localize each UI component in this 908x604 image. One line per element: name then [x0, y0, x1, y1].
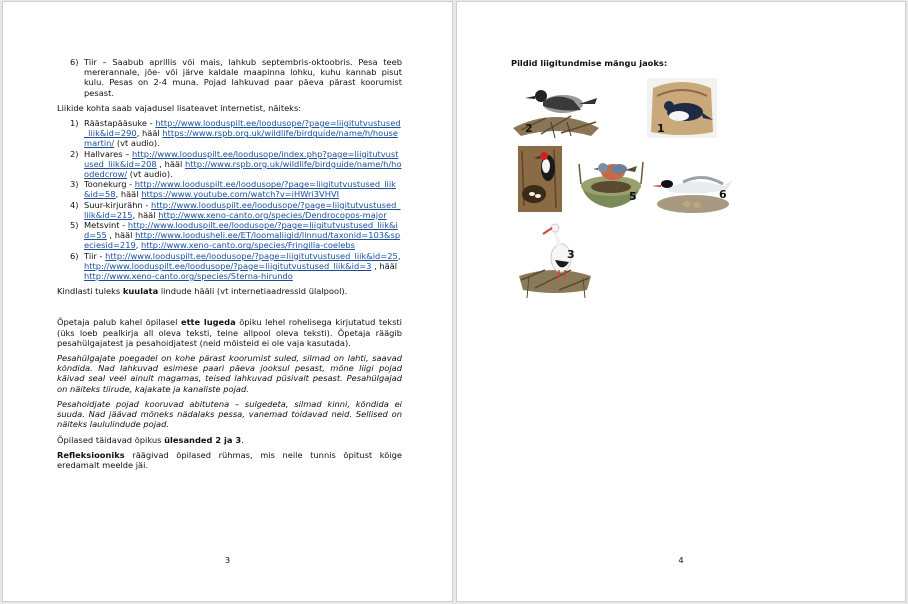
tail-text: (vt audio).	[114, 138, 160, 149]
list-number: 4)	[70, 199, 79, 210]
species-audio-link[interactable]: https://www.youtube.com/watch?v=iHWri3VHVI	[141, 189, 340, 200]
separator-text: , hääl	[115, 189, 142, 200]
list-item-species-6	[57, 251, 402, 282]
species-info-link[interactable]: http://www.looduspilt.ee/loodusope/?page=liigitutvustused_liik&id=25	[105, 250, 398, 261]
text: Õpetaja palub kahel õpilasel	[57, 317, 181, 328]
item-text: Tiir – Saabub aprillis või mais, lahkub septembris-oktoobris. Pesa teeb mererannale, jõe- või järve kaldale maapinna lohku, kuhu kannab pisut kulu. Pesas on 2-4 muna. Pojad lahkuvad paar päeva pärast koorumist pesast.	[84, 57, 402, 98]
bold-text: ette lugeda	[180, 317, 236, 328]
species-audio-link[interactable]: http://www.rspb.org.uk/wildlife/birdguide/name/h/hoodedcrow/	[84, 158, 402, 180]
separator-text: ,	[135, 240, 142, 251]
text: räägivad õpilased rühmas, mis neile tunnis õpitust kõige eredamalt meelde jäi.	[57, 449, 402, 470]
bold-text: ülesanded 2 ja 3	[164, 434, 242, 445]
separator-text: , hääl	[106, 230, 136, 241]
list-number: 2)	[70, 148, 79, 159]
separator-text: ,	[397, 250, 401, 261]
woodpecker-tree-image	[514, 146, 566, 212]
page-3-content	[57, 57, 402, 470]
species-audio-link[interactable]: http://www.looduspilt.ee/loodusope/?page=liigitutvustused_liik&id=3	[84, 260, 372, 271]
list-number: 3)	[70, 179, 79, 190]
species-audio-link[interactable]: http://www.xeno-canto.org/species/Sterna-hirundo	[84, 271, 293, 282]
text: lindude hääli (vt internetiaadressid ülalpool).	[158, 286, 348, 297]
page-number: 4	[678, 555, 684, 565]
page-3	[2, 1, 453, 602]
list-item-species-5	[57, 220, 402, 251]
text: Kindlasti tuleks	[57, 286, 123, 297]
species-name: Tiir -	[84, 250, 106, 261]
page-number: 3	[224, 555, 231, 565]
species-link-list	[57, 118, 402, 281]
text: õpiku lehel rohelisega kirjutatud teksti (üks loeb pealkirja all oleva teksti, teine allpool oleva teksti). Õpetaja räägib pesahülgajatest ja pesahoidjatest (neid mõisteid ei ole vaja kasutada).	[57, 317, 402, 348]
list-item-species-3	[57, 179, 402, 199]
separator-text: , hääl	[156, 158, 185, 169]
species-audio-link[interactable]: http://www.xeno-canto.org/species/Dendrocopos-major	[158, 209, 387, 220]
species-name: Hallvares –	[84, 148, 133, 159]
list-number: 5)	[70, 220, 79, 231]
tail-text: (vt audio).	[127, 169, 173, 180]
species-info-link[interactable]: http://www.looduspilt.ee/loodusope/?page=liigitutvustused_liik&id=290	[84, 118, 401, 139]
species-name: Toonekurg -	[84, 179, 135, 190]
intro-text: Liikide kohta saab vajadusel lisateavet internetist, näiteks:	[57, 102, 302, 113]
picture-label: 5	[629, 190, 637, 203]
text: Õpilased täidavad õpikus	[57, 434, 165, 445]
picture-label: 2	[525, 122, 533, 135]
picture-label: 1	[657, 122, 665, 135]
page-4	[456, 1, 906, 602]
species-info-link[interactable]: http://www.looduspilt.ee/loodusope/?page=liigitutvustused_liik&id=215	[84, 199, 401, 220]
list-number: 6)	[70, 250, 79, 261]
reflection-paragraph	[57, 450, 402, 470]
list-item-tiir-description	[57, 57, 402, 98]
species-audio-link[interactable]: http://www.xeno-canto.org/species/Fringilla-coelebs	[141, 240, 355, 251]
listen-paragraph	[57, 286, 402, 296]
page-heading: Pildid liigitundmise mängu jaoks:	[511, 58, 668, 68]
separator-text: , hääl	[371, 260, 398, 271]
species-name: Räästapääsuke -	[84, 118, 156, 129]
bold-text: Refleksiooniks	[57, 449, 125, 460]
teacher-paragraph	[57, 317, 402, 348]
species-info-link[interactable]: http://www.looduspilt.ee/loodusope/?page=liigitutvustused_liik&id=55	[84, 220, 398, 241]
picture-label: 6	[719, 188, 727, 201]
list-number: 6)	[70, 57, 79, 67]
list-item-species-1	[57, 118, 402, 149]
italic-paragraph-pesahoidjad: Pesahoidjate pojad kooruvad abitutena – sulgedeta, silmad kinni, kõndida ei suuda. Nad jäävad mõneks nädalaks pessa, vanemad toidavad neid. Sellised on näiteks laululindude pojad.	[57, 398, 402, 430]
separator-text: , hääl	[136, 128, 163, 139]
white-stork-nest-image	[515, 220, 595, 298]
text: .	[241, 434, 244, 445]
italic-paragraph-pesahulgajad: Pesahülgajate poegadel on kohe pärast koorumist suled, silmad on lahti, saavad kõndida. Nad lahkuvad esimese paari päeva jooksul pesast, mõne liigi pojad käivad seal veel ainult magamas, teised lahkuvad püsivalt pesast. Pesahülgajad on näiteks tiirude, kajakate ja kanaliste pojad.	[57, 353, 402, 394]
species-name: Metsvint -	[84, 220, 128, 231]
list-number: 1)	[70, 118, 79, 129]
list-item-species-4	[57, 200, 402, 220]
species-audio-link[interactable]: https://www.rspb.org.uk/wildlife/birdguide/name/h/housemartin/	[84, 128, 398, 149]
species-info-link[interactable]: http://www.looduspilt.ee/loodusope/index.php?page=liigitutvustused_liik&id=208	[84, 148, 399, 169]
list-item-species-2	[57, 149, 402, 180]
tasks-paragraph	[57, 435, 402, 445]
tern-nest-image	[653, 162, 741, 214]
species-name: Suur-kirjurähn -	[84, 199, 152, 210]
species-audio-link[interactable]: http://www.loodusheli.ee/ET/loomaliigid/linnud/taxonid=103&speciesid=219	[84, 230, 401, 251]
species-info-link[interactable]: http://www.looduspilt.ee/loodusope/?page=liigitutvustused_liik&id=58	[84, 179, 396, 200]
separator-text: , hääl	[132, 209, 159, 220]
picture-label: 3	[567, 248, 575, 261]
bold-text: kuulata	[122, 286, 159, 297]
